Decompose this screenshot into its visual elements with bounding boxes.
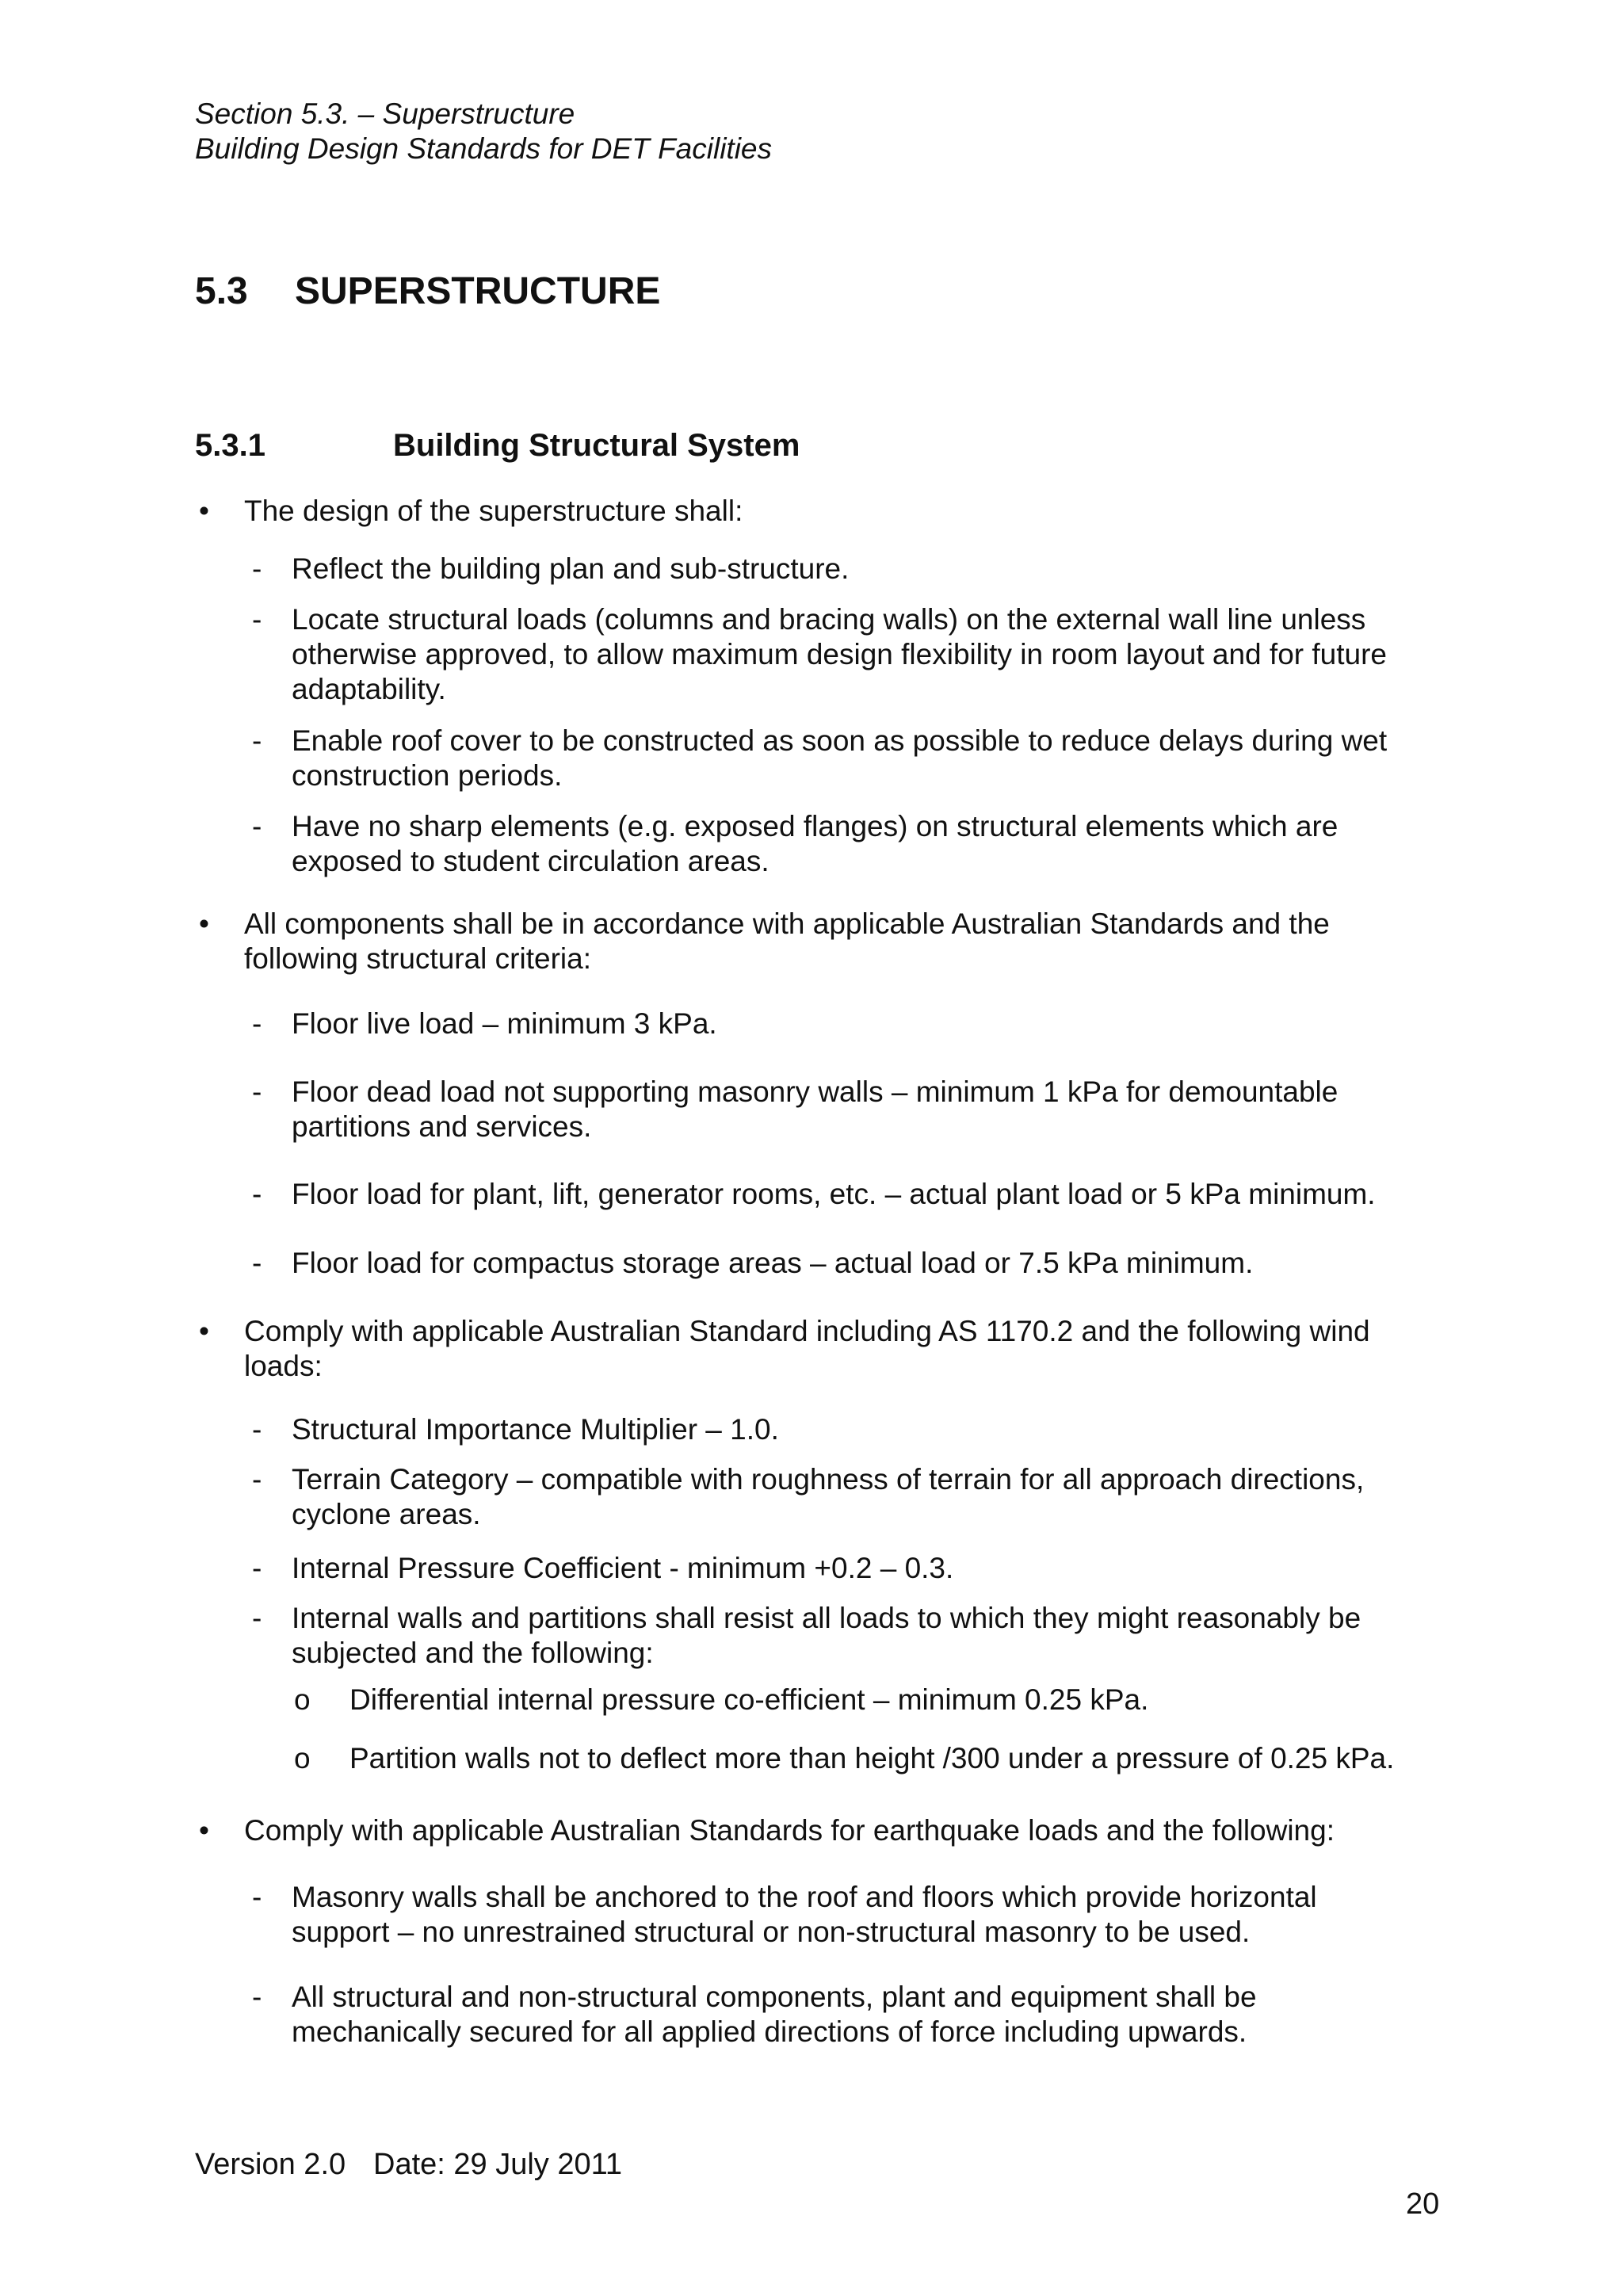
dash-item: [292, 1980, 1257, 2050]
page-number: 20: [1406, 2187, 1440, 2221]
running-header: [195, 97, 772, 166]
dash-marker: -: [252, 810, 262, 842]
dash-item: [292, 1412, 779, 1447]
footer-date: Date: 29 July 2011: [373, 2148, 623, 2181]
footer-version: Version 2.0: [195, 2148, 346, 2181]
dash-marker: -: [252, 603, 262, 636]
dash-marker: -: [252, 1413, 262, 1446]
item-line: Floor live load – minimum 3 kPa.: [292, 1007, 717, 1040]
subsection-number: 5.3.1: [195, 428, 265, 463]
item-line: mechanically secured for all applied directions of force including upwards.: [292, 2015, 1247, 2048]
dash-item: [292, 1601, 1361, 1671]
dash-marker: -: [252, 1178, 262, 1210]
item-line: Floor dead load not supporting masonry walls – minimum 1 kPa for demountable: [292, 1075, 1338, 1108]
bullet-item: [244, 494, 743, 529]
bullet-marker: •: [199, 1814, 209, 1847]
item-line: construction periods.: [292, 759, 563, 792]
circle-marker: o: [294, 1683, 311, 1716]
item-line: Internal walls and partitions shall resist all loads to which they might reasonably be: [292, 1602, 1361, 1634]
item-line: Partition walls not to deflect more than height /300 under a pressure of 0.25 kPa.: [349, 1742, 1395, 1775]
item-line: Have no sharp elements (e.g. exposed flanges) on structural elements which are: [292, 810, 1338, 842]
item-line: Structural Importance Multiplier – 1.0.: [292, 1413, 779, 1446]
dash-marker: -: [252, 1075, 262, 1108]
header-line-1: Section 5.3. – Superstructure: [195, 97, 575, 130]
subsection-title: Building Structural System: [393, 428, 800, 463]
dash-marker: -: [252, 1247, 262, 1279]
circle-marker: o: [294, 1742, 311, 1775]
bullet-marker: •: [199, 1315, 209, 1347]
section-title: SUPERSTRUCTURE: [295, 270, 661, 312]
item-line: subjected and the following:: [292, 1637, 654, 1669]
item-line: exposed to student circulation areas.: [292, 845, 769, 877]
dash-marker: -: [252, 1981, 262, 2013]
dash-item: [292, 1075, 1338, 1144]
bullet-item: [244, 1314, 1370, 1384]
dash-item: [292, 1007, 717, 1041]
bullet-marker: •: [199, 495, 209, 527]
item-line: All structural and non-structural components, plant and equipment shall be: [292, 1981, 1257, 2013]
dash-item: [292, 602, 1387, 707]
item-line: loads:: [244, 1350, 323, 1382]
bullet-item: [244, 907, 1330, 976]
dash-marker: -: [252, 724, 262, 757]
item-line: following structural criteria:: [244, 942, 591, 975]
dash-item: [292, 809, 1338, 879]
item-line: otherwise approved, to allow maximum design flexibility in room layout and for future: [292, 638, 1387, 670]
item-line: Reflect the building plan and sub-structure.: [292, 552, 850, 585]
sub-item: [349, 1741, 1394, 1776]
dash-item: [292, 552, 849, 586]
item-line: Masonry walls shall be anchored to the roof and floors which provide horizontal: [292, 1881, 1317, 1913]
dash-item: [292, 1177, 1376, 1212]
dash-item: [292, 1551, 953, 1586]
dash-item: [292, 724, 1387, 793]
item-line: support – no unrestrained structural or non-structural masonry to be used.: [292, 1916, 1251, 1948]
item-line: Locate structural loads (columns and bracing walls) on the external wall line unless: [292, 603, 1366, 636]
dash-marker: -: [252, 1463, 262, 1496]
item-line: Enable roof cover to be constructed as soon as possible to reduce delays during wet: [292, 724, 1388, 757]
item-line: All components shall be in accordance with applicable Australian Standards and the: [244, 907, 1330, 940]
bullet-marker: •: [199, 907, 209, 940]
item-line: Differential internal pressure co-efficient – minimum 0.25 kPa.: [349, 1683, 1149, 1716]
item-line: partitions and services.: [292, 1110, 592, 1143]
item-line: Internal Pressure Coefficient - minimum +0.2 – 0.3.: [292, 1552, 954, 1584]
dash-marker: -: [252, 1007, 262, 1040]
dash-item: [292, 1880, 1317, 1950]
dash-marker: -: [252, 552, 262, 585]
item-line: Floor load for compactus storage areas – actual load or 7.5 kPa minimum.: [292, 1247, 1254, 1279]
item-line: The design of the superstructure shall:: [244, 495, 743, 527]
sub-item: [349, 1683, 1148, 1717]
item-line: Floor load for plant, lift, generator rooms, etc. – actual plant load or 5 kPa minimum.: [292, 1178, 1376, 1210]
section-number: 5.3: [195, 270, 248, 312]
dash-marker: -: [252, 1552, 262, 1584]
dash-item: [292, 1246, 1253, 1281]
dash-marker: -: [252, 1602, 262, 1634]
dash-marker: -: [252, 1881, 262, 1913]
item-line: cyclone areas.: [292, 1498, 481, 1530]
header-line-2: Building Design Standards for DET Facilities: [195, 132, 772, 165]
item-line: Comply with applicable Australian Standards for earthquake loads and the following:: [244, 1814, 1335, 1847]
dash-item: [292, 1462, 1364, 1532]
bullet-item: [244, 1813, 1335, 1848]
item-line: Terrain Category – compatible with roughness of terrain for all approach directions,: [292, 1463, 1365, 1496]
item-line: adaptability.: [292, 673, 446, 705]
item-line: Comply with applicable Australian Standard including AS 1170.2 and the following wind: [244, 1315, 1370, 1347]
